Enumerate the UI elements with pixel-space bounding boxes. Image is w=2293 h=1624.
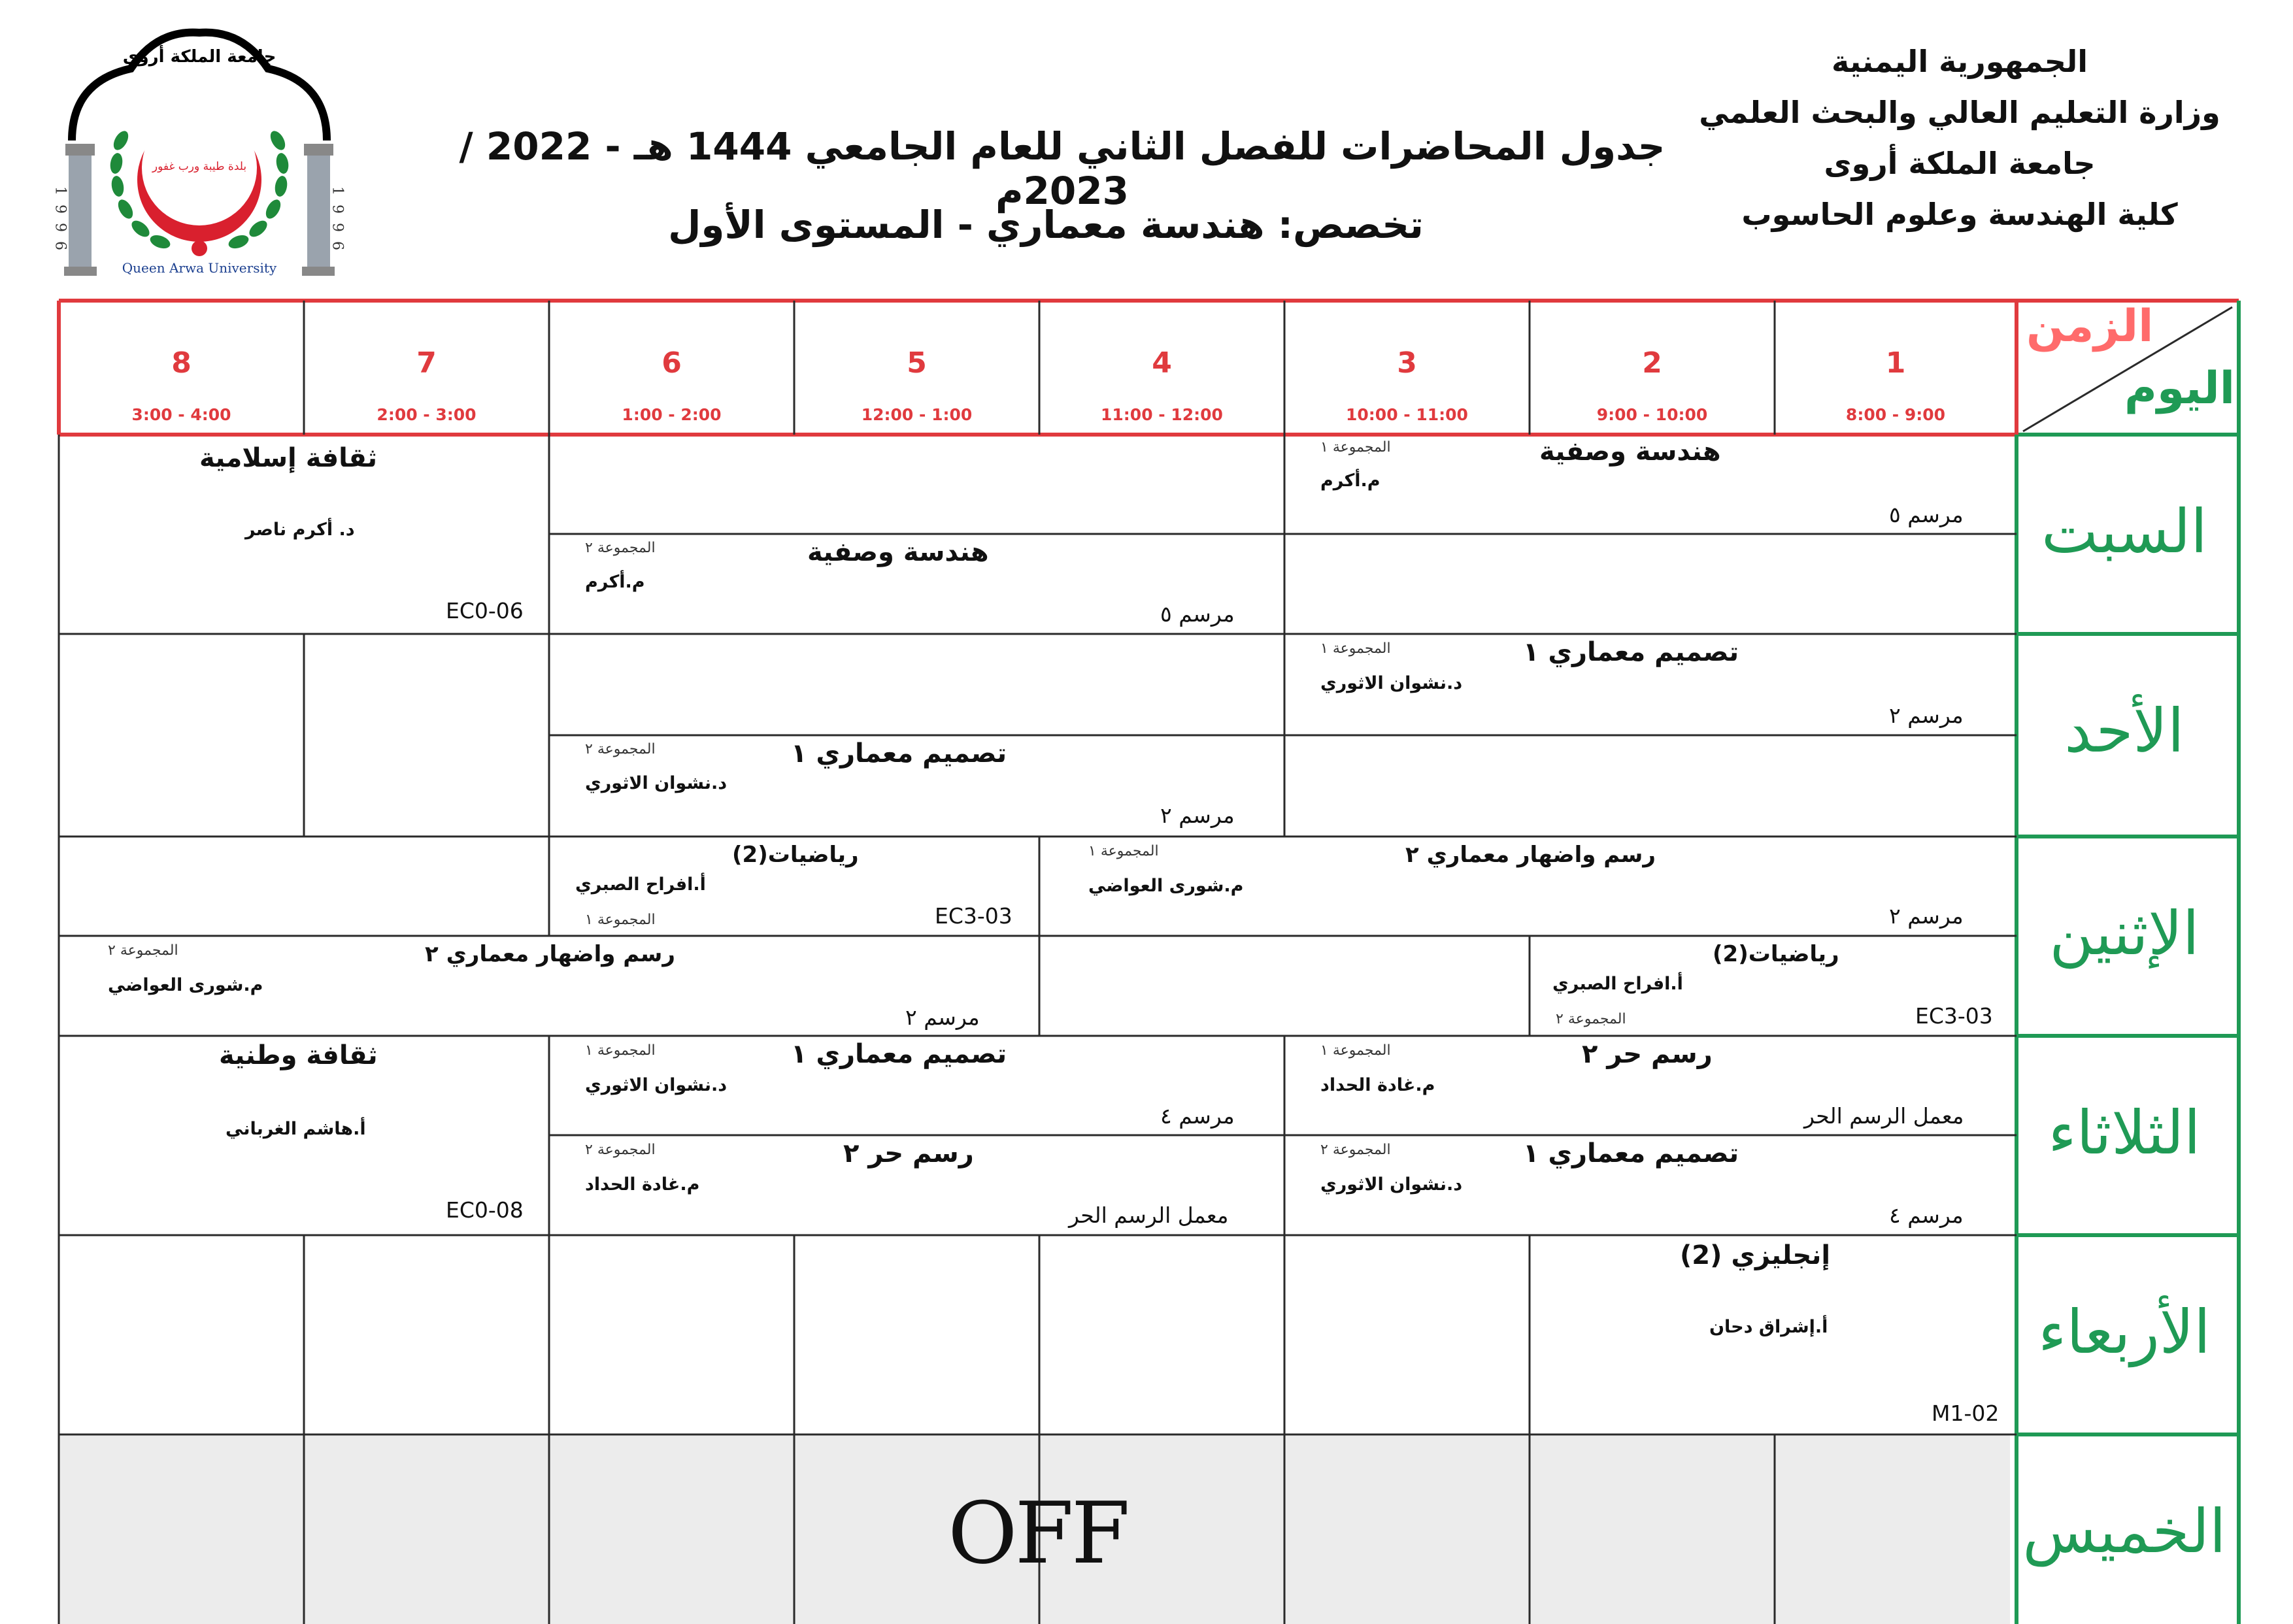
day-tuesday: الثلاثاء xyxy=(2048,1098,2201,1168)
session-room: EC0-06 xyxy=(446,598,524,623)
slot-time: 10:00 - 11:00 xyxy=(1346,405,1468,424)
session-subject: هندسة وصفية xyxy=(807,537,989,567)
session-instructor: د.نشوان الاثوري xyxy=(585,1075,728,1095)
session-instructor: م.غادة الحداد xyxy=(585,1174,700,1195)
session-instructor: م.غادة الحداد xyxy=(1320,1075,1435,1095)
slot-time: 12:00 - 1:00 xyxy=(861,405,973,424)
slot-number: 8 xyxy=(171,346,192,380)
session-room: مرسم ٢ xyxy=(1889,703,1964,728)
session-instructor: أ.افراح الصبري xyxy=(1552,974,1683,994)
session-instructor: م.شورى العواضي xyxy=(1088,876,1244,896)
slot-time: 3:00 - 4:00 xyxy=(131,405,231,424)
slot-number: 6 xyxy=(661,346,682,380)
session-group: المجموعة ١ xyxy=(1320,1042,1391,1059)
session-subject: تصميم معماري ١ xyxy=(791,738,1007,769)
session-group: المجموعة ٢ xyxy=(585,1142,656,1158)
session-instructor: أ.هاشم الغرباني xyxy=(226,1119,366,1139)
session-subject: ثقافة وطنية xyxy=(219,1040,378,1070)
day-thursday: الخميس xyxy=(2022,1497,2226,1566)
session-instructor: د.نشوان الاثوري xyxy=(1320,1174,1463,1195)
session-subject: تصميم معماري ١ xyxy=(1523,1138,1739,1168)
logo-english-text: Queen Arwa University xyxy=(122,260,277,276)
republic-name: الجمهورية اليمنية xyxy=(1831,44,2088,79)
session-instructor: أ.افراح الصبري xyxy=(575,874,706,895)
session-room: معمل الرسم الحر xyxy=(1804,1103,1964,1129)
session-room: مرسم ٥ xyxy=(1160,601,1235,627)
session-room: EC0-08 xyxy=(446,1197,524,1223)
logo-arabic-text: جامعة الملكة أروى xyxy=(122,47,276,67)
slot-number: 4 xyxy=(1152,346,1172,380)
session-room: مرسم ٢ xyxy=(905,1004,980,1030)
session-group: المجموعة ٢ xyxy=(585,540,656,556)
session-group: المجموعة ١ xyxy=(1088,843,1159,859)
session-room: EC3-03 xyxy=(1915,1003,1993,1029)
slot-number: 7 xyxy=(416,346,437,380)
corner-day-label: اليوم xyxy=(2124,363,2235,414)
session-subject: رسم حر ٢ xyxy=(1582,1039,1713,1069)
session-instructor: م.شورى العواضي xyxy=(108,975,263,995)
session-room: معمل الرسم الحر xyxy=(1069,1202,1229,1228)
slot-number: 3 xyxy=(1397,346,1417,380)
session-group: المجموعة ١ xyxy=(585,912,656,928)
day-saturday: السبت xyxy=(2041,497,2207,567)
session-subject: رياضيات(2) xyxy=(732,842,859,868)
slot-time: 9:00 - 10:00 xyxy=(1596,405,1708,424)
session-room: EC3-03 xyxy=(935,903,1013,929)
session-subject: رسم حر ٢ xyxy=(843,1138,974,1168)
session-room: مرسم ٢ xyxy=(1160,803,1235,828)
session-room: مرسم ٤ xyxy=(1160,1103,1235,1129)
day-monday: الإثنين xyxy=(2049,899,2200,969)
slot-time: 1:00 - 2:00 xyxy=(622,405,722,424)
logo-year-left: 1996 xyxy=(52,186,69,259)
schedule-subtitle: تخصص: هندسة معماري - المستوى الأول xyxy=(668,203,1424,247)
session-room: M1-02 xyxy=(1932,1400,2000,1426)
session-subject: رسم واضهار معماري ٢ xyxy=(1405,842,1656,868)
session-subject: تصميم معماري ١ xyxy=(791,1039,1007,1069)
session-group: المجموعة ٢ xyxy=(1556,1011,1626,1027)
session-group: المجموعة ٢ xyxy=(1320,1142,1391,1158)
day-wednesday: الأربعاء xyxy=(2038,1297,2211,1367)
session-group: المجموعة ١ xyxy=(1320,640,1391,657)
university-name: جامعة الملكة أروى xyxy=(1824,146,2096,181)
session-room: مرسم ٢ xyxy=(1889,903,1964,929)
session-instructor: د.نشوان الاثوري xyxy=(585,773,728,793)
session-room: مرسم ٥ xyxy=(1889,502,1964,527)
college-name: كلية الهندسة وعلوم الحاسوب xyxy=(1741,197,2178,232)
corner-time-label: الزمن xyxy=(2026,301,2154,352)
session-instructor: م.أكرم xyxy=(585,572,645,592)
slot-number: 2 xyxy=(1642,346,1662,380)
day-sunday: الأحد xyxy=(2064,696,2184,766)
logo-year-right: 1996 xyxy=(329,186,346,259)
session-group: المجموعة ١ xyxy=(1320,439,1391,456)
slot-time: 8:00 - 9:00 xyxy=(1845,405,1946,424)
session-instructor: م.أكرم xyxy=(1320,471,1381,491)
session-instructor: أ.إشراق دحان xyxy=(1709,1317,1828,1337)
session-room: مرسم ٤ xyxy=(1889,1202,1964,1228)
slot-time: 11:00 - 12:00 xyxy=(1101,405,1223,424)
slot-number: 1 xyxy=(1885,346,1906,380)
session-group: المجموعة ٢ xyxy=(585,741,656,757)
schedule-title: جدول المحاضرات للفصل الثاني للعام الجامعي 1444 هـ - 2022 / 2023م xyxy=(459,124,1665,213)
session-subject: هندسة وصفية xyxy=(1539,437,1721,467)
slot-time: 2:00 - 3:00 xyxy=(377,405,477,424)
session-subject: تصميم معماري ١ xyxy=(1523,637,1739,667)
ministry-name: وزارة التعليم العالي والبحث العلمي xyxy=(1699,95,2220,130)
session-subject: إنجليزي (2) xyxy=(1680,1240,1831,1270)
thursday-off-label: OFF xyxy=(948,1483,1128,1583)
session-subject: ثقافة إسلامية xyxy=(199,443,377,473)
session-instructor: د.نشوان الاثوري xyxy=(1320,673,1463,693)
slot-number: 5 xyxy=(907,346,927,380)
session-group: المجموعة ٢ xyxy=(108,942,178,959)
session-instructor: د. أكرم ناصر xyxy=(245,520,355,540)
session-subject: رسم واضهار معماري ٢ xyxy=(425,941,675,967)
session-subject: رياضيات(2) xyxy=(1713,941,1839,967)
logo-motto: بلدة طيبة ورب غفور xyxy=(152,160,247,173)
session-group: المجموعة ١ xyxy=(585,1042,656,1059)
